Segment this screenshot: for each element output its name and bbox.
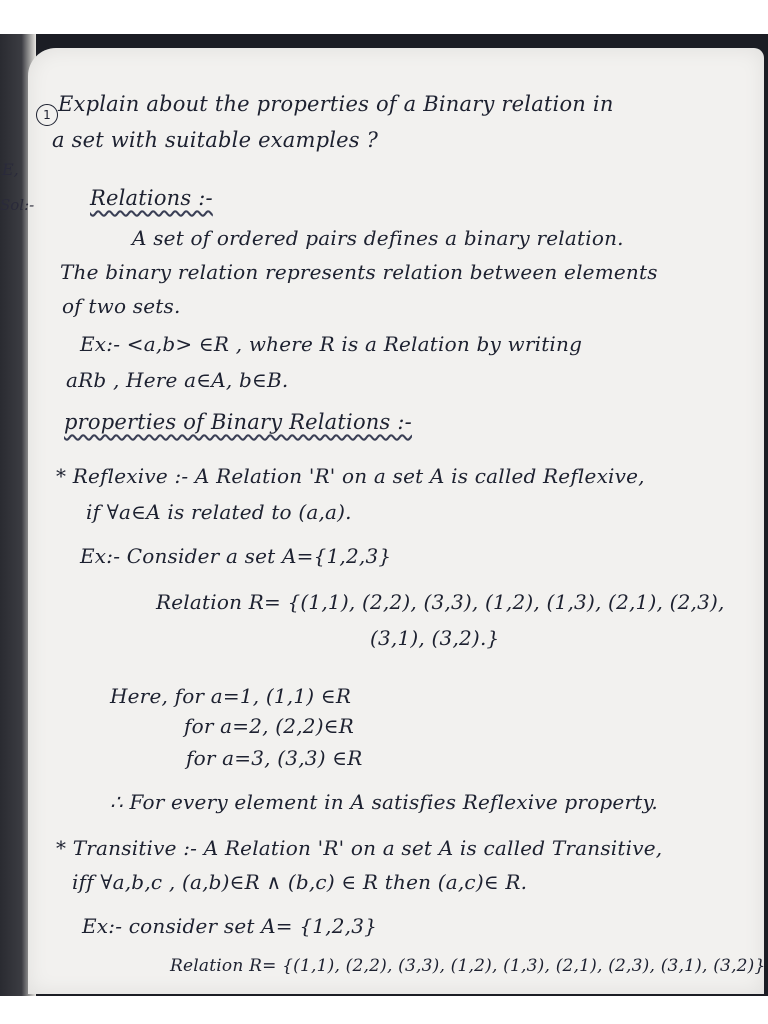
photo-top-border xyxy=(0,0,768,34)
reflexive-relation-line-1: Relation R= {(1,1), (2,2), (3,3), (1,2), (1,3), (2,1), (2,3), xyxy=(156,590,725,614)
relations-paragraph-line-3: of two sets. xyxy=(62,294,181,318)
margin-mark-e: E, xyxy=(2,160,19,179)
reflexive-definition-line-2: if ∀a∈A is related to (a,a). xyxy=(86,500,352,524)
reflexive-conclusion: ∴ For every element in A satisfies Reflexive property. xyxy=(110,790,658,814)
reflexive-here-line-1: Here, for a=1, (1,1) ∈R xyxy=(110,684,352,708)
transitive-relation: Relation R= {(1,1), (2,2), (3,3), (1,2), (1,3), (2,1), (2,3), (3,1), (3,2)} xyxy=(170,956,766,976)
relations-paragraph-line-2: The binary relation represents relation between elements xyxy=(60,260,658,284)
transitive-example-label: Ex:- consider set A= {1,2,3} xyxy=(82,914,378,938)
relations-example-line-1: Ex:- <a,b> ∈R , where R is a Relation by writing xyxy=(80,332,583,356)
reflexive-relation-line-2: (3,1), (3,2).} xyxy=(370,626,500,650)
question-line-2: a set with suitable examples ? xyxy=(52,128,379,152)
reflexive-example-label: Ex:- Consider a set A={1,2,3} xyxy=(80,544,392,568)
question-line-1: Explain about the properties of a Binary relation in xyxy=(58,92,614,116)
relations-heading: Relations :- xyxy=(90,186,213,210)
reflexive-here-line-3: for a=3, (3,3) ∈R xyxy=(186,746,363,770)
transitive-definition-line-1: * Transitive :- A Relation 'R' on a set A is called Transitive, xyxy=(56,836,663,860)
reflexive-definition-line-1: * Reflexive :- A Relation 'R' on a set A is called Reflexive, xyxy=(56,464,645,488)
properties-heading: properties of Binary Relations :- xyxy=(64,410,412,434)
margin-mark-sol: Sol:- xyxy=(0,196,35,214)
photo-bottom-border xyxy=(0,996,768,1024)
relations-paragraph-line-1: A set of ordered pairs defines a binary relation. xyxy=(132,226,624,250)
question-number: 1 xyxy=(36,104,58,126)
reflexive-here-line-2: for a=2, (2,2)∈R xyxy=(184,714,354,738)
transitive-definition-line-2: iff ∀a,b,c , (a,b)∈R ∧ (b,c) ∈ R then (a,c)∈ R. xyxy=(72,870,528,894)
relations-example-line-2: aRb , Here a∈A, b∈B. xyxy=(66,368,289,392)
